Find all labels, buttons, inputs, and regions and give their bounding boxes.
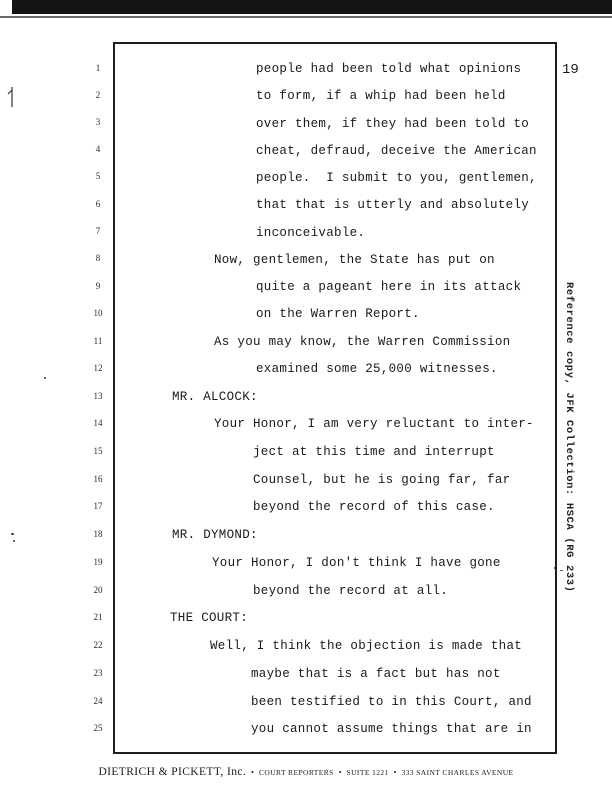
line-number: 25	[93, 723, 103, 733]
line-number: 11	[93, 336, 103, 346]
transcript-line: that that is utterly and absolutely	[256, 198, 530, 212]
line-number: 9	[95, 281, 101, 291]
line-number: 18	[93, 529, 103, 539]
transcript-line: Well, I think the objection is made that	[210, 639, 523, 653]
transcript-line: to form, if a whip had been held	[256, 89, 506, 103]
transcript-line: quite a pageant here in its attack	[256, 280, 522, 294]
transcript-line: maybe that is a fact but has not	[251, 667, 501, 681]
line-number: 16	[93, 474, 103, 484]
line-number: 10	[93, 308, 103, 318]
transcript-line: Now, gentlemen, the State has put on	[214, 253, 495, 267]
speaker-label: THE COURT:	[170, 611, 249, 625]
transcript-line: on the Warren Report.	[256, 307, 420, 321]
line-number: 7	[95, 226, 101, 236]
line-number: 14	[93, 418, 103, 428]
line-number: 12	[93, 363, 103, 373]
scan-speck	[44, 377, 46, 379]
line-number: 23	[93, 668, 103, 678]
line-number: 6	[95, 199, 101, 209]
firm-name: DIETRICH & PICKETT, Inc.	[98, 766, 247, 778]
line-number: 2	[95, 90, 101, 100]
transcript-line: cheat, defraud, deceive the American	[256, 144, 537, 158]
line-number: 5	[95, 171, 101, 181]
line-number: 19	[93, 557, 103, 567]
transcript-line: Your Honor, I don't think I have gone	[212, 556, 501, 570]
line-number: 22	[93, 640, 103, 650]
line-number: 17	[93, 501, 103, 511]
line-number: 1	[95, 63, 101, 73]
scan-speck	[13, 540, 15, 542]
line-number: 13	[93, 391, 103, 401]
top-edge-line	[0, 16, 612, 18]
transcript-line: over them, if they had been told to	[256, 117, 530, 131]
scan-speck	[11, 533, 14, 535]
top-edge-bar	[12, 0, 612, 14]
transcript-line: inconceivable.	[256, 226, 366, 240]
footer-address: 333 SAINT CHARLES AVENUE	[401, 768, 514, 777]
transcript-line: people. I submit to you, gentlemen,	[256, 171, 537, 185]
transcript-line: been testified to in this Court, and	[251, 695, 532, 709]
footer-suite: SUITE 1221	[346, 768, 389, 777]
transcript-line: people had been told what opinions	[256, 62, 522, 76]
footer-separator: •	[251, 768, 254, 777]
line-number: 15	[93, 446, 103, 456]
footer-separator: •	[338, 768, 342, 777]
transcript-line: ject at this time and interrupt	[253, 445, 495, 459]
line-number: 3	[95, 117, 101, 127]
line-number: 8	[95, 253, 101, 263]
transcript-line: beyond the record at all.	[253, 584, 449, 598]
transcript-line: Your Honor, I am very reluctant to inter-	[214, 417, 534, 431]
margin-mark	[6, 86, 15, 108]
transcript-line: As you may know, the Warren Commission	[214, 335, 511, 349]
footer-separator: •	[393, 768, 397, 777]
page-number: 19	[562, 62, 579, 78]
transcript-line: beyond the record of this case.	[253, 500, 495, 514]
archive-reference-stamp: Reference copy, JFK Collection: HSCA (RG 233)	[563, 282, 575, 593]
line-number: 21	[93, 612, 103, 622]
court-reporter-footer	[0, 766, 612, 778]
line-number: 4	[95, 144, 101, 154]
transcript-line: you cannot assume things that are in	[251, 722, 532, 736]
line-number: 20	[93, 585, 103, 595]
speaker-label: MR. DYMOND:	[172, 528, 258, 542]
line-number: 24	[93, 696, 103, 706]
transcript-line: Counsel, but he is going far, far	[253, 473, 511, 487]
speaker-label: MR. ALCOCK:	[172, 390, 258, 404]
footer-reporters: COURT REPORTERS	[258, 768, 334, 777]
transcript-line: examined some 25,000 witnesses.	[256, 362, 498, 376]
